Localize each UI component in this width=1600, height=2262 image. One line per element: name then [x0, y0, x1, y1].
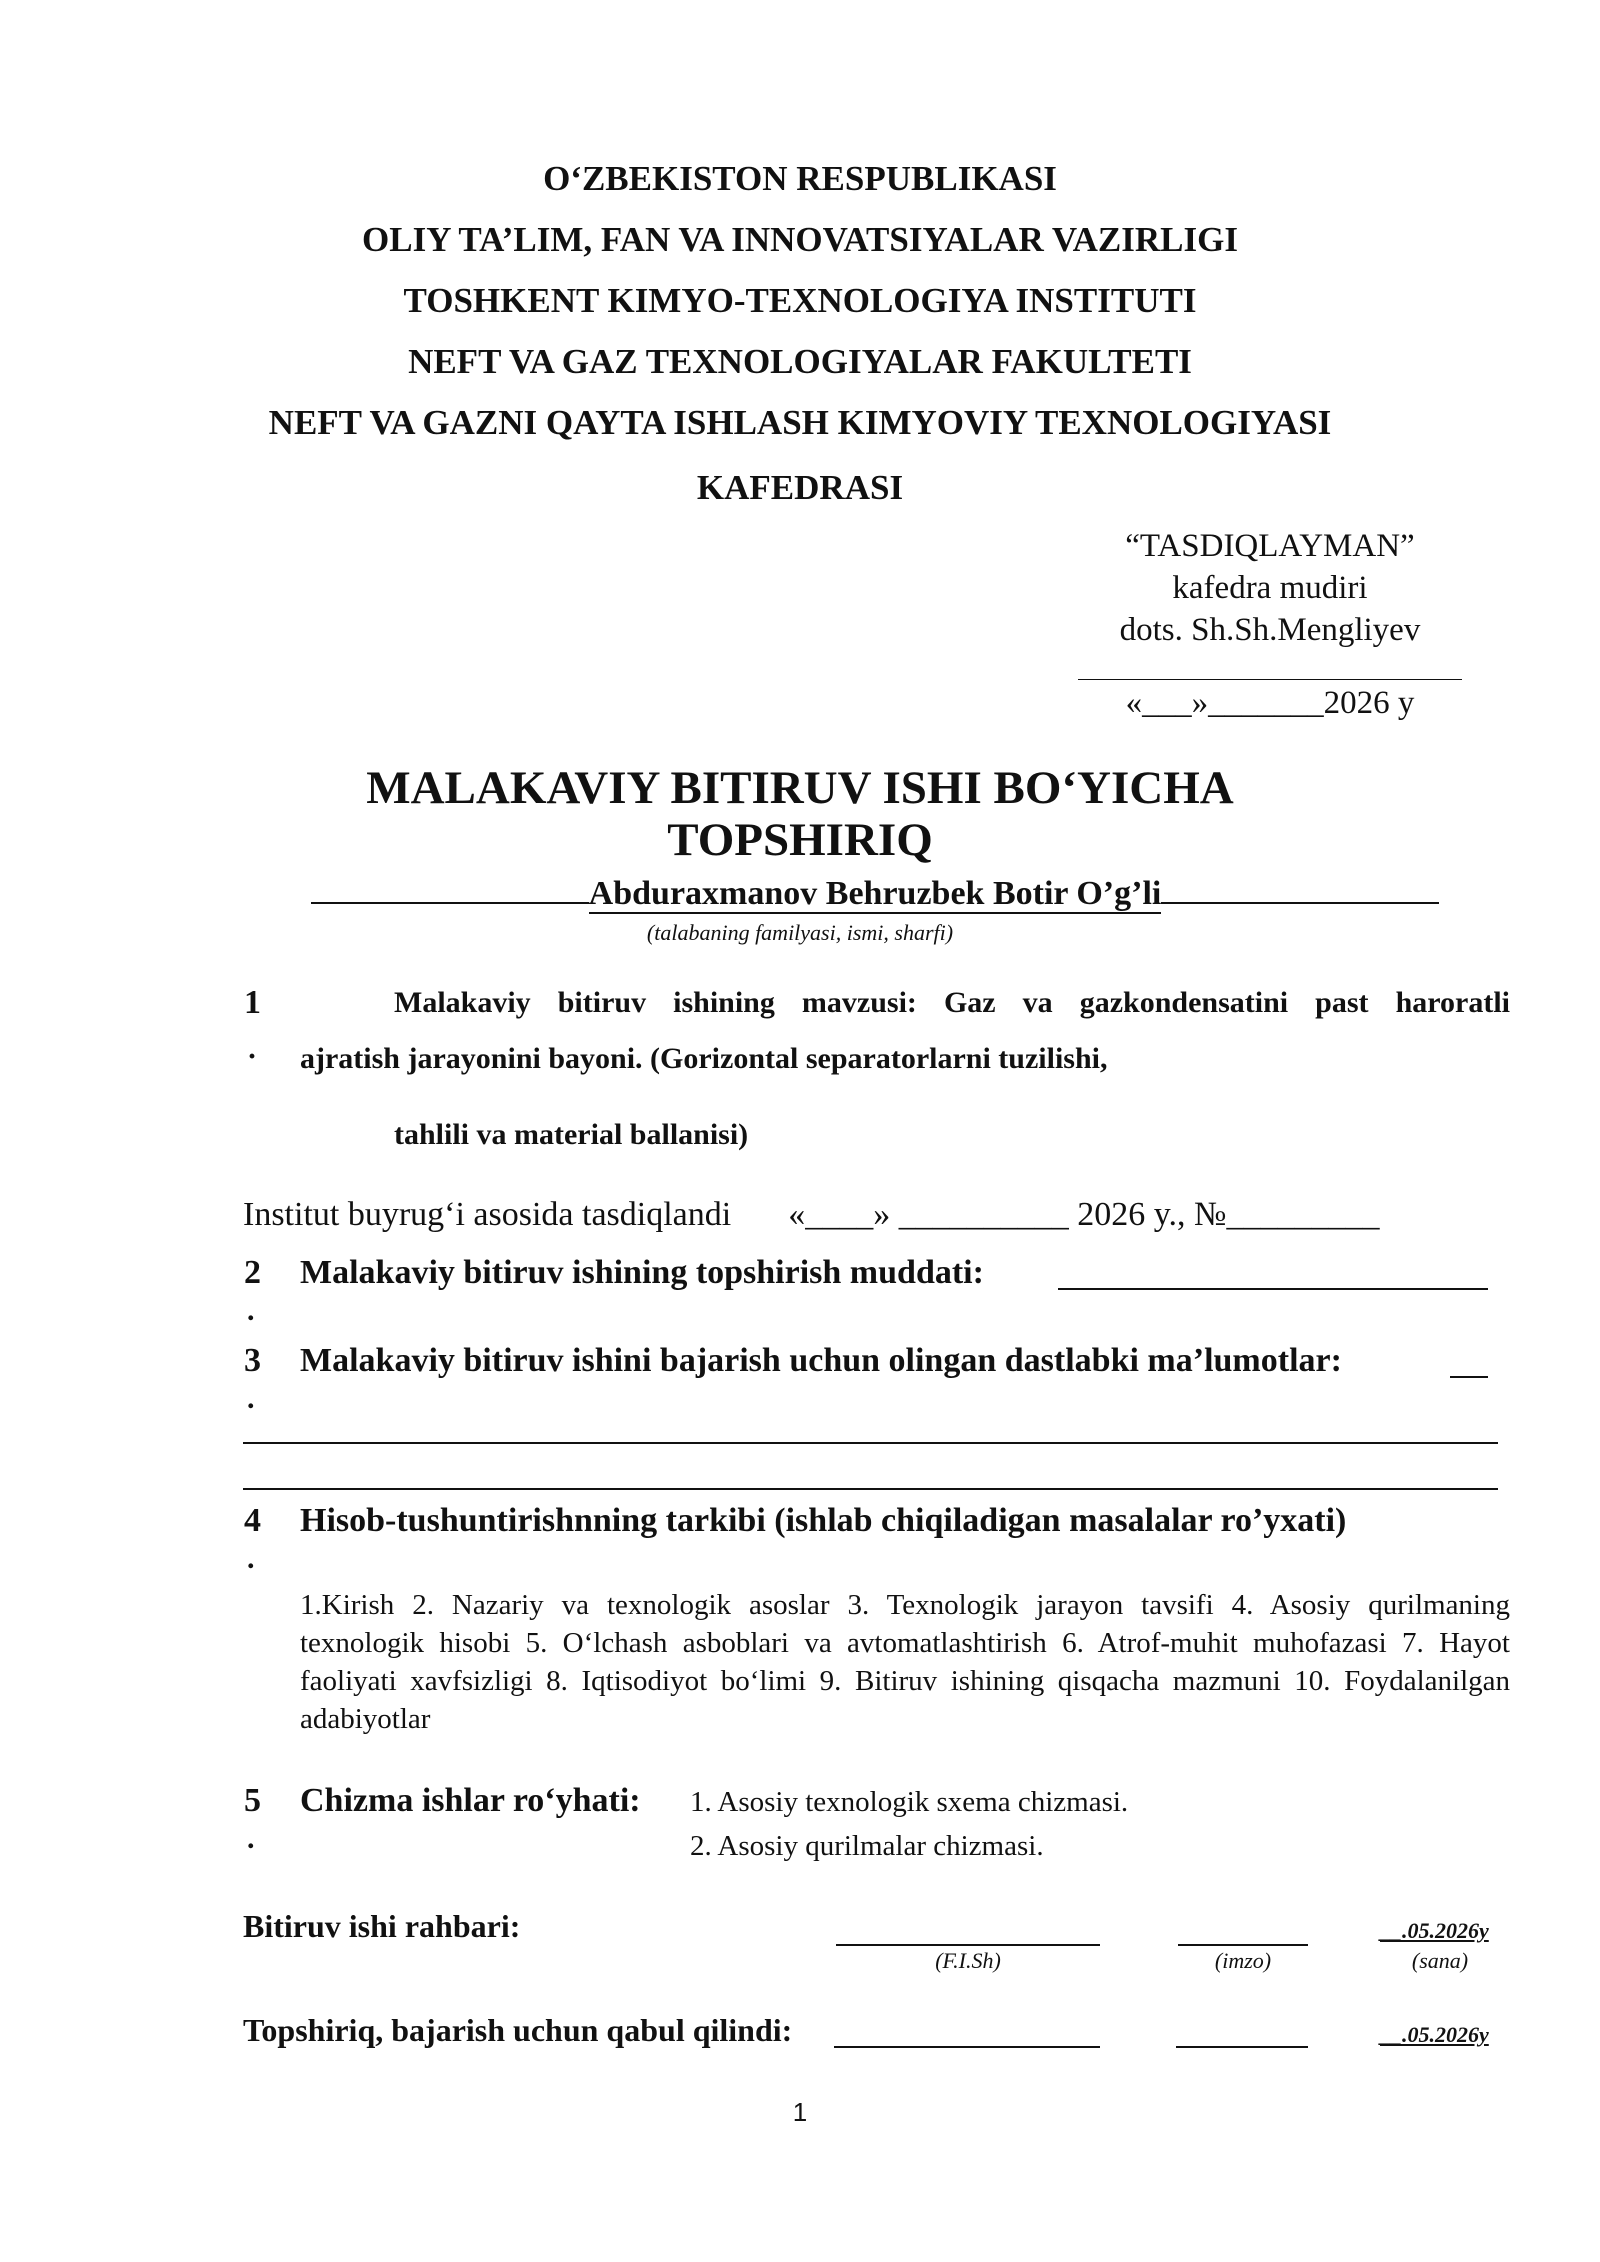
- section-2-dot: .: [247, 1294, 255, 1327]
- caption-date: (sana): [1411, 1948, 1469, 1973]
- caption-signature: (imzo): [1214, 1948, 1272, 1973]
- student-name-row: [270, 872, 1480, 916]
- section-2-number: 2: [244, 1254, 261, 1291]
- supervisor-label: Bitiruv ishi rahbari:: [243, 1908, 521, 1944]
- page-number: 1: [792, 2097, 808, 2127]
- supervisor-date: __.05.2026y: [1380, 1918, 1489, 1943]
- accepted-label: Topshiriq, bajarish uchun qabul qilindi:: [243, 2012, 793, 2048]
- section-5-dot: .: [247, 1822, 255, 1855]
- section-1-topic-line-2: ajratish jarayonini bayoni. (Gorizontal separatorlarni tuzilishi,: [300, 1042, 1108, 1075]
- header-department: NEFT VA GAZNI QAYTA ISHLASH KIMYOVIY TEXNOLOGIYASI: [268, 403, 1332, 442]
- approval-name: dots. Sh.Sh.Mengliyev: [1119, 612, 1421, 648]
- accepted-name-line[interactable]: [834, 2016, 1100, 2048]
- student-line-left: [311, 872, 589, 904]
- section-2-blank-line[interactable]: [1058, 1258, 1488, 1290]
- title-line-2: TOPSHIRIQ: [667, 814, 933, 866]
- section-1-dot: ·: [247, 1040, 258, 1073]
- section-4-number: 4: [244, 1502, 261, 1539]
- caption-name: (F.I.Sh): [935, 1948, 1001, 1973]
- drawing-item-2: 2. Asosiy qurilmalar chizmasi.: [690, 1830, 1044, 1862]
- header-country: O‘ZBEKISTON RESPUBLIKASI: [543, 159, 1057, 198]
- supervisor-name-line[interactable]: [836, 1912, 1100, 1946]
- section-5-title: Chizma ishlar ro‘yhati:: [300, 1782, 641, 1819]
- approval-date: «___»_______2026 y: [1125, 685, 1415, 721]
- student-name: Abduraxmanov Behruzbek Botir O’g’li: [588, 875, 1162, 912]
- section-1-topic-line-1: Malakaviy bitiruv ishining mavzusi: Gaz va gazkondensatini past haroratli: [394, 986, 1510, 1019]
- student-caption: (talabaning familyasi, ismi, sharfi): [646, 920, 954, 945]
- section-3-number: 3: [244, 1342, 261, 1379]
- approval-position: kafedra mudiri: [1172, 570, 1368, 606]
- title-line-1: MALAKAVIY BITIRUV ISHI BO‘YICHA: [366, 762, 1234, 814]
- section-1-number: 1: [244, 984, 261, 1021]
- section-4-contents: 1.Kirish 2. Nazariy va texnologik asoslar 3. Texnologik jarayon tavsifi 4. Asosiy qurilmaning texnologik hisobi 5. O‘lchash asboblari va avtomatlashtirish 6. Atrof-muhit muhofazasi 7. Hayot faoliyati xavfsizligi 8. Iqtisodiyot bo‘limi 9. Bitiruv ishining qisqacha mazmuni 10. Foydalanilgan adabiyotlar: [300, 1589, 1510, 1735]
- section-3-blank-short[interactable]: [1450, 1346, 1488, 1378]
- institute-order-date: «____» __________ 2026 y., №_________: [788, 1196, 1380, 1233]
- section-3-dot: .: [247, 1382, 255, 1415]
- student-line-right: [1161, 872, 1439, 904]
- section-5-number: 5: [244, 1782, 261, 1819]
- drawing-item-1: 1. Asosiy texnologik sxema chizmasi.: [690, 1786, 1129, 1818]
- approval-block: [1060, 525, 1480, 724]
- document-title: [0, 762, 1600, 866]
- section-3-blank-line-2[interactable]: [243, 1478, 1498, 1490]
- approval-heading: “TASDIQLAYMAN”: [1125, 528, 1415, 564]
- header-ministry: OLIY TA’LIM, FAN VA INNOVATSIYALAR VAZIRLIGI: [362, 220, 1238, 259]
- section-4-title: Hisob-tushuntirishnning tarkibi (ishlab chiqiladigan masalalar ro’yxati): [300, 1502, 1347, 1539]
- section-1-topic-line-3: tahlili va material ballanisi): [394, 1118, 749, 1151]
- header-faculty: NEFT VA GAZ TEXNOLOGIYALAR FAKULTETI: [408, 342, 1192, 381]
- document-header: [0, 148, 1600, 518]
- supervisor-signature-line[interactable]: [1178, 1912, 1308, 1946]
- section-3-title: Malakaviy bitiruv ishini bajarish uchun olingan dastlabki ma’lumotlar:: [300, 1342, 1342, 1379]
- institute-order-text: Institut buyrug‘i asosida tasdiqlandi: [243, 1196, 732, 1233]
- institute-order-row: [243, 1196, 1379, 1234]
- section-2-title: Malakaviy bitiruv ishining topshirish muddati:: [300, 1254, 984, 1291]
- accepted-signature-line[interactable]: [1176, 2016, 1308, 2048]
- header-department-suffix: KAFEDRASI: [696, 468, 904, 507]
- section-3-blank-line-1[interactable]: [243, 1432, 1498, 1444]
- section-4-dot: .: [247, 1542, 255, 1575]
- header-institute: TOSHKENT KIMYO-TEXNOLOGIYA INSTITUTI: [403, 281, 1197, 320]
- approval-signature-line: [1078, 655, 1462, 680]
- accepted-date: __.05.2026y: [1380, 2022, 1489, 2047]
